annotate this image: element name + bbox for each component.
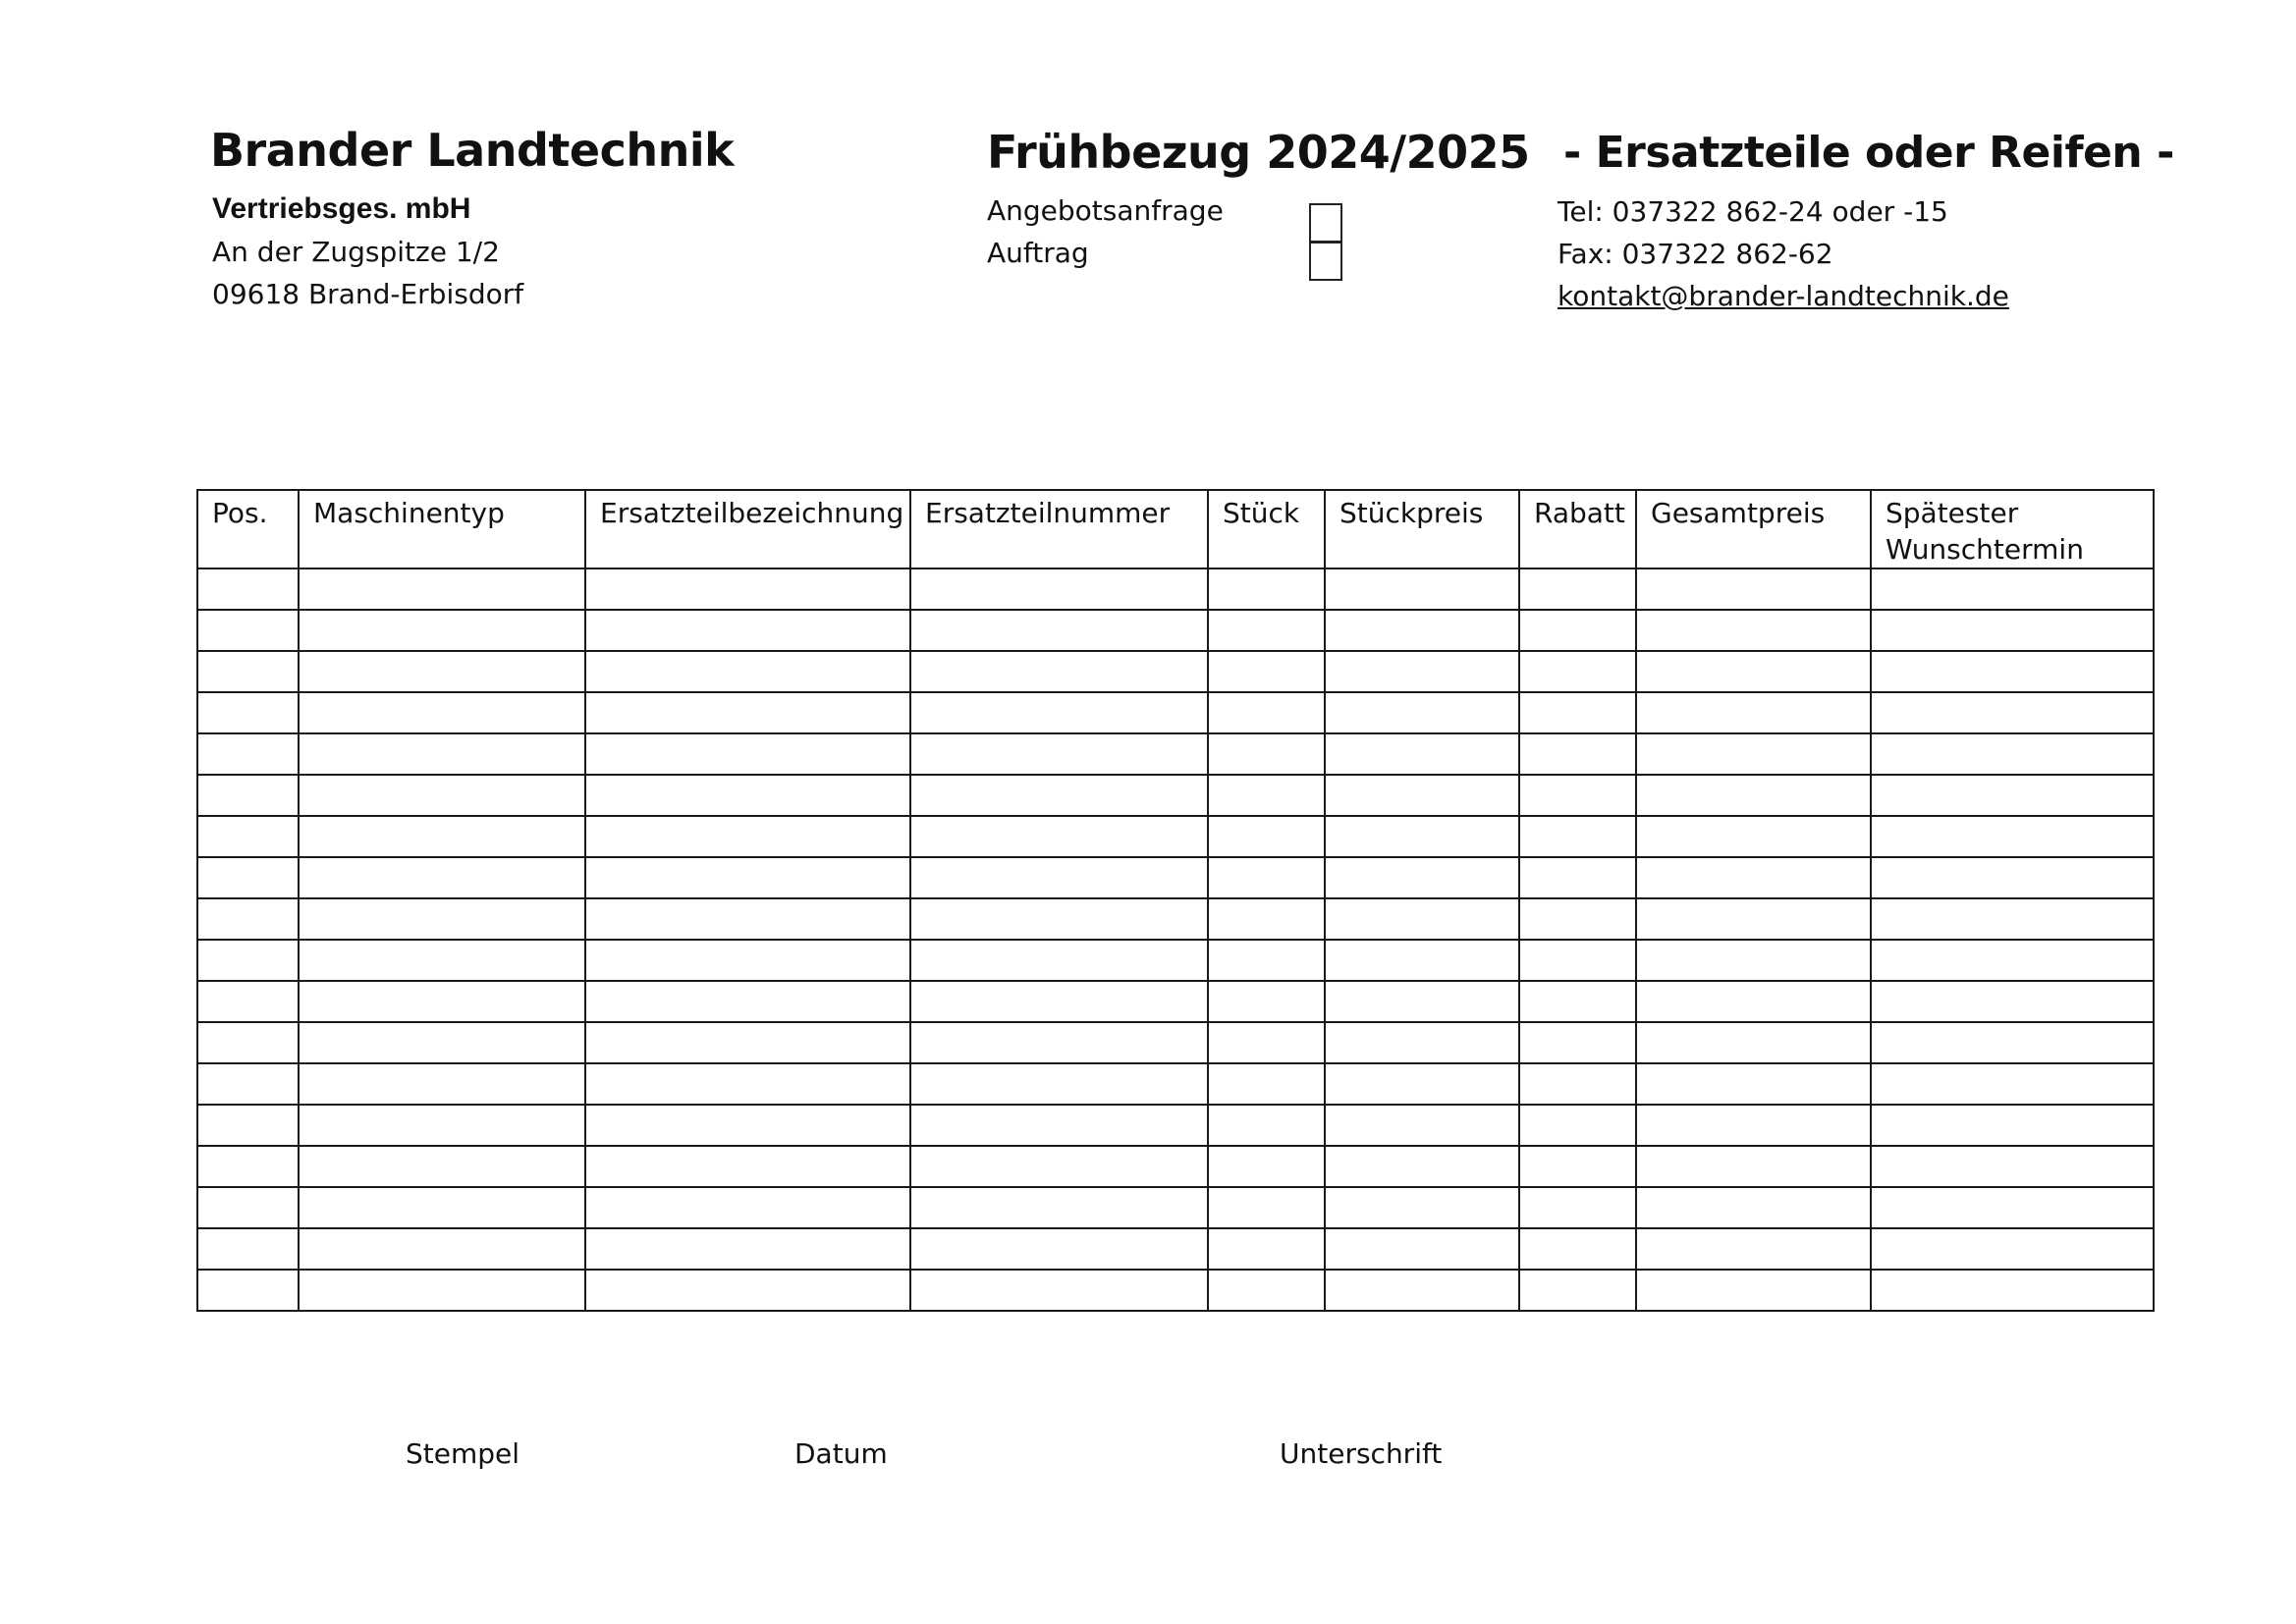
cell-part-name[interactable] [585, 1187, 910, 1228]
cell-quantity[interactable] [1208, 1022, 1325, 1063]
cell-pos[interactable] [197, 898, 299, 940]
cell-discount[interactable] [1519, 1228, 1636, 1270]
column-header-unit-price: Stückpreis [1325, 490, 1519, 568]
cell-discount[interactable] [1519, 692, 1636, 733]
cell-part-name[interactable] [585, 692, 910, 733]
contact-phone: Tel: 037322 862-24 oder -15 [1558, 195, 1948, 228]
cell-discount[interactable] [1519, 610, 1636, 651]
cell-part-name[interactable] [585, 816, 910, 857]
cell-total-price[interactable] [1636, 857, 1871, 898]
table-row [197, 1187, 2154, 1228]
cell-latest-date[interactable] [1871, 775, 2154, 816]
table-row [197, 775, 2154, 816]
cell-part-name[interactable] [585, 651, 910, 692]
cell-total-price[interactable] [1636, 898, 1871, 940]
cell-machine-type[interactable] [299, 940, 585, 981]
order-checkbox[interactable] [1309, 242, 1342, 281]
cell-latest-date[interactable] [1871, 981, 2154, 1022]
cell-latest-date[interactable] [1871, 692, 2154, 733]
company-legal-form: Vertriebsges. mbH [212, 192, 471, 225]
cell-total-price[interactable] [1636, 692, 1871, 733]
cell-part-number[interactable] [910, 1022, 1208, 1063]
cell-unit-price[interactable] [1325, 568, 1519, 610]
cell-unit-price[interactable] [1325, 610, 1519, 651]
cell-pos[interactable] [197, 568, 299, 610]
table-row [197, 940, 2154, 981]
cell-part-number[interactable] [910, 692, 1208, 733]
cell-pos[interactable] [197, 733, 299, 775]
cell-unit-price[interactable] [1325, 940, 1519, 981]
table-row [197, 981, 2154, 1022]
company-street: An der Zugspitze 1/2 [212, 236, 500, 268]
cell-discount[interactable] [1519, 1270, 1636, 1311]
cell-part-name[interactable] [585, 775, 910, 816]
cell-latest-date[interactable] [1871, 651, 2154, 692]
cell-part-name[interactable] [585, 857, 910, 898]
option-order-label: Auftrag [987, 237, 1089, 269]
cell-discount[interactable] [1519, 651, 1636, 692]
cell-machine-type[interactable] [299, 775, 585, 816]
cell-pos[interactable] [197, 651, 299, 692]
cell-part-number[interactable] [910, 1105, 1208, 1146]
cell-machine-type[interactable] [299, 692, 585, 733]
stamp-label: Stempel [406, 1437, 520, 1470]
inquiry-checkbox[interactable] [1309, 203, 1342, 243]
cell-pos[interactable] [197, 610, 299, 651]
date-label: Datum [794, 1437, 888, 1470]
cell-pos[interactable] [197, 1146, 299, 1187]
cell-part-name[interactable] [585, 568, 910, 610]
cell-pos[interactable] [197, 1105, 299, 1146]
cell-unit-price[interactable] [1325, 1022, 1519, 1063]
company-name: Brander Landtechnik [210, 124, 735, 177]
cell-latest-date[interactable] [1871, 568, 2154, 610]
table-header-row [197, 490, 2154, 568]
cell-discount[interactable] [1519, 1105, 1636, 1146]
column-header-machine-type: Maschinentyp [299, 490, 585, 568]
cell-part-name[interactable] [585, 610, 910, 651]
cell-pos[interactable] [197, 981, 299, 1022]
cell-quantity[interactable] [1208, 775, 1325, 816]
cell-machine-type[interactable] [299, 651, 585, 692]
company-city: 09618 Brand-Erbisdorf [212, 278, 524, 310]
cell-total-price[interactable] [1636, 568, 1871, 610]
cell-part-number[interactable] [910, 1063, 1208, 1105]
cell-part-number[interactable] [910, 1146, 1208, 1187]
cell-total-price[interactable] [1636, 940, 1871, 981]
cell-unit-price[interactable] [1325, 1270, 1519, 1311]
column-header-pos: Pos. [197, 490, 299, 568]
cell-unit-price[interactable] [1325, 1228, 1519, 1270]
cell-quantity[interactable] [1208, 1146, 1325, 1187]
cell-pos[interactable] [197, 1187, 299, 1228]
cell-quantity[interactable] [1208, 940, 1325, 981]
column-header-part-number: Ersatzteilnummer [910, 490, 1208, 568]
cell-latest-date[interactable] [1871, 940, 2154, 981]
cell-latest-date[interactable] [1871, 816, 2154, 857]
page-subtitle: - Ersatzteile oder Reifen - [1563, 128, 2174, 178]
cell-unit-price[interactable] [1325, 898, 1519, 940]
cell-quantity[interactable] [1208, 1270, 1325, 1311]
cell-machine-type[interactable] [299, 610, 585, 651]
cell-unit-price[interactable] [1325, 981, 1519, 1022]
cell-part-name[interactable] [585, 733, 910, 775]
cell-total-price[interactable] [1636, 651, 1871, 692]
cell-latest-date[interactable] [1871, 1146, 2154, 1187]
cell-pos[interactable] [197, 1022, 299, 1063]
cell-unit-price[interactable] [1325, 733, 1519, 775]
cell-part-name[interactable] [585, 1063, 910, 1105]
cell-discount[interactable] [1519, 981, 1636, 1022]
cell-discount[interactable] [1519, 816, 1636, 857]
cell-quantity[interactable] [1208, 1105, 1325, 1146]
cell-part-number[interactable] [910, 857, 1208, 898]
table-row [197, 1270, 2154, 1311]
signature-label: Unterschrift [1280, 1437, 1443, 1470]
cell-total-price[interactable] [1636, 610, 1871, 651]
cell-part-number[interactable] [910, 1187, 1208, 1228]
table-row [197, 1146, 2154, 1187]
cell-pos[interactable] [197, 692, 299, 733]
cell-pos[interactable] [197, 775, 299, 816]
cell-pos[interactable] [197, 857, 299, 898]
cell-latest-date[interactable] [1871, 733, 2154, 775]
cell-machine-type[interactable] [299, 857, 585, 898]
cell-latest-date[interactable] [1871, 857, 2154, 898]
cell-total-price[interactable] [1636, 1228, 1871, 1270]
table-row [197, 1105, 2154, 1146]
table-row [197, 857, 2154, 898]
cell-total-price[interactable] [1636, 733, 1871, 775]
cell-latest-date[interactable] [1871, 898, 2154, 940]
cell-discount[interactable] [1519, 898, 1636, 940]
cell-machine-type[interactable] [299, 1105, 585, 1146]
cell-machine-type[interactable] [299, 733, 585, 775]
cell-latest-date[interactable] [1871, 1022, 2154, 1063]
cell-total-price[interactable] [1636, 816, 1871, 857]
cell-quantity[interactable] [1208, 857, 1325, 898]
cell-part-number[interactable] [910, 816, 1208, 857]
cell-part-number[interactable] [910, 651, 1208, 692]
cell-discount[interactable] [1519, 857, 1636, 898]
cell-unit-price[interactable] [1325, 1146, 1519, 1187]
cell-discount[interactable] [1519, 1063, 1636, 1105]
cell-unit-price[interactable] [1325, 857, 1519, 898]
column-header-discount: Rabatt [1519, 490, 1636, 568]
cell-part-number[interactable] [910, 610, 1208, 651]
page-title: Frühbezug 2024/2025 [987, 126, 1530, 179]
cell-latest-date[interactable] [1871, 1063, 2154, 1105]
cell-quantity[interactable] [1208, 733, 1325, 775]
column-header-latest-date: Spätester Wunschtermin [1871, 490, 2154, 568]
cell-pos[interactable] [197, 940, 299, 981]
column-header-total-price: Gesamtpreis [1636, 490, 1871, 568]
cell-unit-price[interactable] [1325, 1063, 1519, 1105]
cell-part-number[interactable] [910, 981, 1208, 1022]
option-inquiry-label: Angebotsanfrage [987, 194, 1224, 227]
cell-quantity[interactable] [1208, 981, 1325, 1022]
cell-total-price[interactable] [1636, 1187, 1871, 1228]
cell-discount[interactable] [1519, 568, 1636, 610]
contact-fax: Fax: 037322 862-62 [1558, 238, 1833, 270]
table-row [197, 1228, 2154, 1270]
cell-quantity[interactable] [1208, 568, 1325, 610]
cell-machine-type[interactable] [299, 568, 585, 610]
cell-machine-type[interactable] [299, 1187, 585, 1228]
cell-total-price[interactable] [1636, 1105, 1871, 1146]
cell-machine-type[interactable] [299, 1228, 585, 1270]
table-row [197, 692, 2154, 733]
cell-machine-type[interactable] [299, 898, 585, 940]
cell-discount[interactable] [1519, 1146, 1636, 1187]
cell-discount[interactable] [1519, 940, 1636, 981]
cell-pos[interactable] [197, 1270, 299, 1311]
cell-unit-price[interactable] [1325, 692, 1519, 733]
cell-quantity[interactable] [1208, 816, 1325, 857]
cell-pos[interactable] [197, 816, 299, 857]
cell-discount[interactable] [1519, 1022, 1636, 1063]
cell-part-name[interactable] [585, 1022, 910, 1063]
table-row [197, 898, 2154, 940]
cell-unit-price[interactable] [1325, 651, 1519, 692]
cell-machine-type[interactable] [299, 1270, 585, 1311]
cell-part-number[interactable] [910, 898, 1208, 940]
cell-pos[interactable] [197, 1228, 299, 1270]
table-row [197, 816, 2154, 857]
cell-part-number[interactable] [910, 1270, 1208, 1311]
cell-quantity[interactable] [1208, 610, 1325, 651]
cell-discount[interactable] [1519, 1187, 1636, 1228]
column-header-quantity: Stück [1208, 490, 1325, 568]
cell-machine-type[interactable] [299, 1022, 585, 1063]
cell-quantity[interactable] [1208, 1187, 1325, 1228]
cell-latest-date[interactable] [1871, 610, 2154, 651]
cell-machine-type[interactable] [299, 981, 585, 1022]
cell-unit-price[interactable] [1325, 816, 1519, 857]
contact-email-link[interactable]: kontakt@brander-landtechnik.de [1558, 280, 2009, 312]
cell-unit-price[interactable] [1325, 1105, 1519, 1146]
cell-latest-date[interactable] [1871, 1105, 2154, 1146]
cell-part-number[interactable] [910, 568, 1208, 610]
table-row [197, 1063, 2154, 1105]
column-header-part-name: Ersatzteilbezeichnung [585, 490, 910, 568]
cell-latest-date[interactable] [1871, 1187, 2154, 1228]
cell-unit-price[interactable] [1325, 775, 1519, 816]
cell-latest-date[interactable] [1871, 1270, 2154, 1311]
cell-quantity[interactable] [1208, 1228, 1325, 1270]
cell-part-name[interactable] [585, 1146, 910, 1187]
table-row [197, 568, 2154, 610]
cell-discount[interactable] [1519, 733, 1636, 775]
cell-total-price[interactable] [1636, 981, 1871, 1022]
table-row [197, 610, 2154, 651]
cell-machine-type[interactable] [299, 1146, 585, 1187]
cell-machine-type[interactable] [299, 816, 585, 857]
cell-part-number[interactable] [910, 940, 1208, 981]
cell-part-number[interactable] [910, 733, 1208, 775]
cell-latest-date[interactable] [1871, 1228, 2154, 1270]
cell-part-number[interactable] [910, 1228, 1208, 1270]
order-table [196, 489, 2155, 1312]
table-row [197, 651, 2154, 692]
cell-discount[interactable] [1519, 775, 1636, 816]
cell-quantity[interactable] [1208, 1063, 1325, 1105]
table-row [197, 733, 2154, 775]
cell-part-name[interactable] [585, 1105, 910, 1146]
cell-total-price[interactable] [1636, 1270, 1871, 1311]
cell-quantity[interactable] [1208, 898, 1325, 940]
cell-quantity[interactable] [1208, 651, 1325, 692]
cell-unit-price[interactable] [1325, 1187, 1519, 1228]
cell-part-name[interactable] [585, 898, 910, 940]
cell-total-price[interactable] [1636, 1146, 1871, 1187]
cell-part-name[interactable] [585, 1228, 910, 1270]
cell-quantity[interactable] [1208, 692, 1325, 733]
cell-pos[interactable] [197, 1063, 299, 1105]
cell-part-name[interactable] [585, 1270, 910, 1311]
table-row [197, 1022, 2154, 1063]
cell-total-price[interactable] [1636, 1022, 1871, 1063]
cell-part-name[interactable] [585, 981, 910, 1022]
cell-total-price[interactable] [1636, 775, 1871, 816]
cell-machine-type[interactable] [299, 1063, 585, 1105]
cell-part-name[interactable] [585, 940, 910, 981]
cell-total-price[interactable] [1636, 1063, 1871, 1105]
cell-part-number[interactable] [910, 775, 1208, 816]
